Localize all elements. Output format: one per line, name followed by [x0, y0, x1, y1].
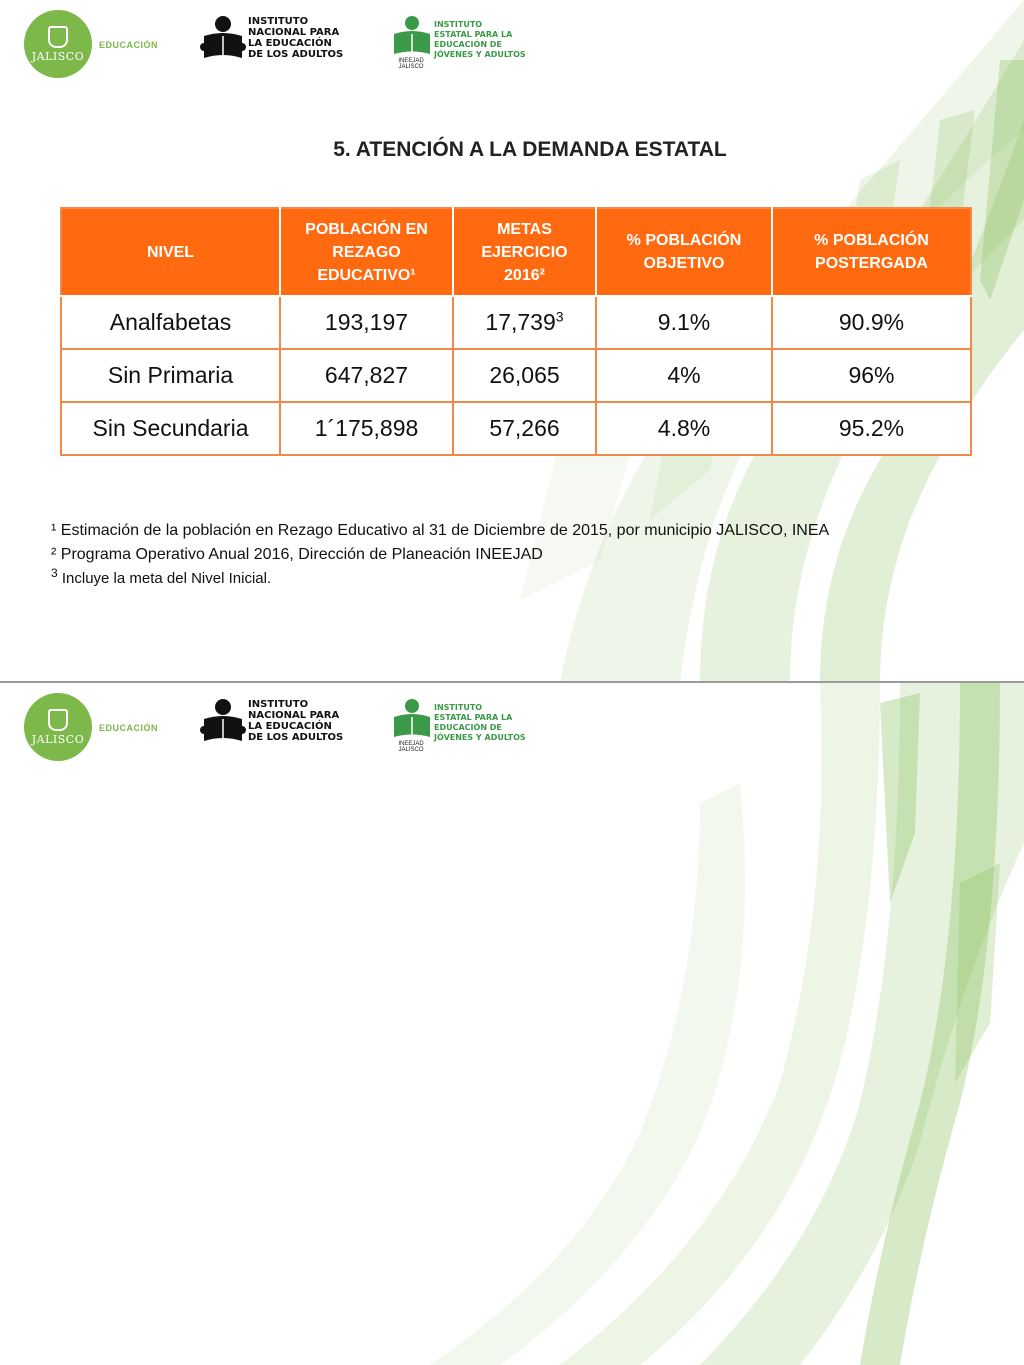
inea-name: INSTITUTO NACIONAL PARA LA EDUCACIÓN DE LOS ADULTOS [248, 699, 344, 743]
logo-header [0, 683, 1024, 773]
cell-poblacion: 1´175,898 [280, 402, 453, 455]
cell-metas: 17,739$^3$ [453, 296, 596, 349]
table-row [61, 402, 971, 455]
education-label: EDUCACIÓN [99, 40, 159, 50]
ineejad-reader-icon [390, 697, 434, 741]
cell-postergada: 96% [772, 349, 971, 402]
cell-metas: 57,266 [453, 402, 596, 455]
cell-nivel: Sin Secundaria [61, 402, 280, 455]
ineejad-caption: INEEJAD JALISCO [398, 58, 424, 70]
cell-poblacion: 647,827 [280, 349, 453, 402]
jalisco-logo-text: JALISCO [31, 732, 85, 746]
logo-header [0, 0, 1024, 90]
jalisco-logo [24, 10, 92, 78]
table-header-row [61, 208, 971, 296]
demand-table [60, 207, 972, 456]
cell-metas: 26,065 [453, 349, 596, 402]
footnote-3: $^3$ Incluye la meta del Nivel Inicial. [51, 566, 272, 587]
inea-reader-icon [198, 697, 248, 747]
page-title: 5. ATENCIÓN A LA DEMANDA ESTATAL [333, 138, 727, 161]
cell-postergada: 90.9% [772, 296, 971, 349]
inea-reader-icon [198, 14, 248, 64]
ineejad-caption: INEEJAD JALISCO [398, 741, 424, 753]
header-poblacion-postergada: % POBLACIÓN POSTERGADA [772, 208, 971, 296]
table-row [61, 349, 971, 402]
education-label: EDUCACIÓN [99, 723, 159, 733]
cell-postergada: 95.2% [772, 402, 971, 455]
header-poblacion-rezago: POBLACIÓN EN REZAGO EDUCATIVO¹ [280, 208, 453, 296]
footnote-1: ¹ Estimación de la población en Rezago Educativo al 31 de Diciembre de 2015, por municipio JALISCO, INEA [51, 522, 830, 539]
table-row [61, 296, 971, 349]
ineejad-name: INSTITUTO ESTATAL PARA LA EDUCACIÓN DE JÓVENES Y ADULTOS [434, 703, 526, 742]
jalisco-logo-text: JALISCO [31, 49, 85, 63]
jalisco-logo [24, 693, 92, 761]
header-poblacion-objetivo: % POBLACIÓN OBJETIVO [596, 208, 772, 296]
cell-objetivo: 9.1% [596, 296, 772, 349]
ineejad-name: INSTITUTO ESTATAL PARA LA EDUCACIÓN DE JÓVENES Y ADULTOS [434, 20, 526, 59]
green-swoosh-decoration [0, 683, 1024, 1365]
slide-1 [0, 0, 1024, 682]
cell-nivel: Sin Primaria [61, 349, 280, 402]
footnote-2: ² Programa Operativo Anual 2016, Dirección de Planeación INEEJAD [51, 546, 543, 563]
header-metas-ejercicio: METAS EJERCICIO 2016² [453, 208, 596, 296]
footnote-mark: 3 [555, 308, 564, 325]
cell-poblacion: 193,197 [280, 296, 453, 349]
slide-2 [0, 683, 1024, 1365]
ineejad-reader-icon [390, 14, 434, 58]
cell-objetivo: 4% [596, 349, 772, 402]
cell-nivel: Analfabetas [61, 296, 280, 349]
cell-objetivo: 4.8% [596, 402, 772, 455]
header-nivel: NIVEL [61, 208, 280, 296]
footnotes [51, 519, 829, 591]
jalisco-crest-icon [48, 26, 68, 48]
inea-name: INSTITUTO NACIONAL PARA LA EDUCACIÓN DE LOS ADULTOS [248, 16, 344, 60]
jalisco-crest-icon [48, 709, 68, 731]
